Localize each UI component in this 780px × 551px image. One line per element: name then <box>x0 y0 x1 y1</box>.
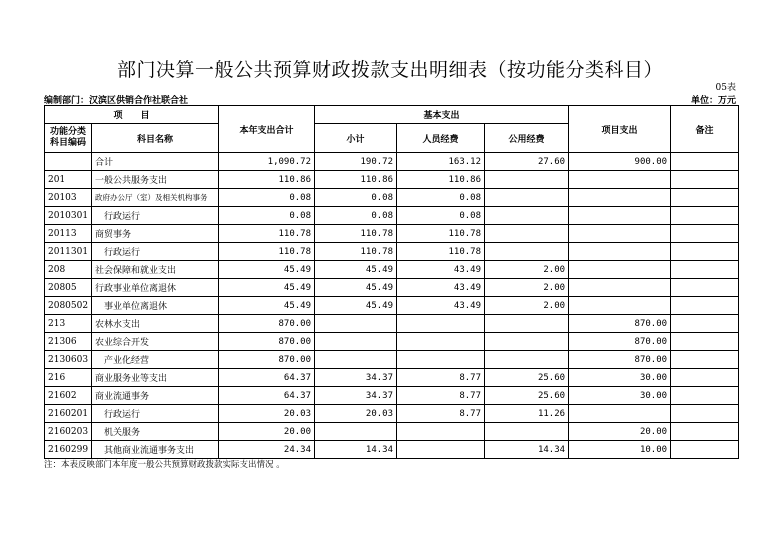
cell-remark <box>671 171 739 189</box>
cell-pers <box>397 441 485 459</box>
cell-total: 20.00 <box>219 423 315 441</box>
cell-name: 农业综合开发 <box>92 333 219 351</box>
cell-pers: 163.12 <box>397 153 485 171</box>
cell-sub: 190.72 <box>315 153 397 171</box>
cell-code: 2160203 <box>45 423 92 441</box>
cell-pub <box>485 207 569 225</box>
cell-total: 0.08 <box>219 189 315 207</box>
cell-remark <box>671 387 739 405</box>
cell-sub: 45.49 <box>315 261 397 279</box>
cell-pub: 25.60 <box>485 387 569 405</box>
cell-pers: 0.08 <box>397 207 485 225</box>
cell-total: 870.00 <box>219 315 315 333</box>
cell-pub: 2.00 <box>485 279 569 297</box>
cell-remark <box>671 261 739 279</box>
cell-name: 政府办公厅（室）及相关机构事务 <box>92 189 219 207</box>
cell-pers <box>397 423 485 441</box>
cell-sub <box>315 333 397 351</box>
cell-total: 20.03 <box>219 405 315 423</box>
cell-remark <box>671 279 739 297</box>
cell-pers: 110.78 <box>397 225 485 243</box>
cell-proj <box>569 171 671 189</box>
cell-sub: 14.34 <box>315 441 397 459</box>
table-row <box>45 297 739 315</box>
table-row <box>45 405 739 423</box>
cell-name: 事业单位离退休 <box>92 297 219 315</box>
cell-pub: 25.60 <box>485 369 569 387</box>
cell-total: 24.34 <box>219 441 315 459</box>
header-name: 科目名称 <box>92 124 219 153</box>
cell-sub: 0.08 <box>315 189 397 207</box>
cell-pers: 43.49 <box>397 297 485 315</box>
cell-pers: 43.49 <box>397 261 485 279</box>
cell-pers <box>397 315 485 333</box>
cell-remark <box>671 333 739 351</box>
header-basic: 基本支出 <box>315 106 569 124</box>
unit-label: 单位：万元 <box>690 96 736 106</box>
cell-name: 社会保障和就业支出 <box>92 261 219 279</box>
table-row <box>45 387 739 405</box>
cell-total: 0.08 <box>219 207 315 225</box>
cell-name: 行政运行 <box>92 243 219 261</box>
cell-name: 产业化经营 <box>92 351 219 369</box>
cell-code: 2080502 <box>45 297 92 315</box>
table-row <box>45 279 739 297</box>
cell-pers <box>397 351 485 369</box>
cell-code: 20103 <box>45 189 92 207</box>
table-row <box>45 243 739 261</box>
cell-remark <box>671 351 739 369</box>
header-subtotal: 小计 <box>315 124 397 153</box>
cell-pub <box>485 333 569 351</box>
cell-total: 110.86 <box>219 171 315 189</box>
cell-pers: 8.77 <box>397 369 485 387</box>
cell-code: 213 <box>45 315 92 333</box>
table-row <box>45 351 739 369</box>
cell-proj <box>569 207 671 225</box>
cell-sub: 110.86 <box>315 171 397 189</box>
department-label: 编制部门：汉滨区供销合作社联合社 <box>44 96 189 106</box>
cell-name: 商贸事务 <box>92 225 219 243</box>
cell-code: 201 <box>45 171 92 189</box>
cell-proj <box>569 405 671 423</box>
cell-name: 一般公共服务支出 <box>92 171 219 189</box>
cell-code: 2130603 <box>45 351 92 369</box>
cell-remark <box>671 243 739 261</box>
cell-remark <box>671 405 739 423</box>
cell-proj <box>569 225 671 243</box>
cell-name: 行政事业单位离退休 <box>92 279 219 297</box>
cell-sub: 45.49 <box>315 279 397 297</box>
cell-proj: 870.00 <box>569 351 671 369</box>
cell-sub: 45.49 <box>315 297 397 315</box>
cell-total: 1,090.72 <box>219 153 315 171</box>
cell-pers: 110.86 <box>397 171 485 189</box>
cell-remark <box>671 315 739 333</box>
table-row <box>45 153 739 171</box>
header-public: 公用经费 <box>485 124 569 153</box>
cell-code: 2010301 <box>45 207 92 225</box>
cell-proj: 20.00 <box>569 423 671 441</box>
cell-total: 870.00 <box>219 333 315 351</box>
cell-code: 21306 <box>45 333 92 351</box>
table-row <box>45 189 739 207</box>
table-row <box>45 207 739 225</box>
table-row <box>45 225 739 243</box>
cell-proj: 870.00 <box>569 333 671 351</box>
page-title: 部门决算一般公共预算财政拨款支出明细表（按功能分类科目） <box>116 59 663 81</box>
cell-pers: 8.77 <box>397 405 485 423</box>
cell-remark <box>671 153 739 171</box>
cell-sub: 34.37 <box>315 387 397 405</box>
cell-code: 2011301 <box>45 243 92 261</box>
cell-sub <box>315 351 397 369</box>
header-remark: 备注 <box>671 106 739 153</box>
cell-pub: 2.00 <box>485 297 569 315</box>
cell-remark <box>671 207 739 225</box>
cell-pub: 2.00 <box>485 261 569 279</box>
cell-sub: 110.78 <box>315 225 397 243</box>
cell-sub: 34.37 <box>315 369 397 387</box>
cell-remark <box>671 189 739 207</box>
cell-pub <box>485 423 569 441</box>
cell-code: 208 <box>45 261 92 279</box>
cell-total: 64.37 <box>219 387 315 405</box>
header-personnel: 人员经费 <box>397 124 485 153</box>
cell-sub <box>315 315 397 333</box>
cell-remark <box>671 441 739 459</box>
cell-name: 合计 <box>92 153 219 171</box>
cell-pers <box>397 333 485 351</box>
cell-total: 870.00 <box>219 351 315 369</box>
cell-name: 其他商业流通事务支出 <box>92 441 219 459</box>
cell-remark <box>671 225 739 243</box>
table-row <box>45 369 739 387</box>
cell-pub: 27.60 <box>485 153 569 171</box>
cell-proj: 30.00 <box>569 369 671 387</box>
cell-proj <box>569 189 671 207</box>
cell-code <box>45 153 92 171</box>
table-row <box>45 333 739 351</box>
cell-pers: 110.78 <box>397 243 485 261</box>
table-row <box>45 315 739 333</box>
cell-proj <box>569 261 671 279</box>
table-row <box>45 171 739 189</box>
cell-pub <box>485 225 569 243</box>
cell-sub: 20.03 <box>315 405 397 423</box>
table-row <box>45 441 739 459</box>
cell-code: 20805 <box>45 279 92 297</box>
expenditure-table <box>44 105 739 459</box>
cell-total: 64.37 <box>219 369 315 387</box>
cell-code: 21602 <box>45 387 92 405</box>
cell-proj <box>569 243 671 261</box>
cell-total: 110.78 <box>219 225 315 243</box>
cell-name: 商业服务业等支出 <box>92 369 219 387</box>
cell-name: 行政运行 <box>92 207 219 225</box>
cell-sub: 0.08 <box>315 207 397 225</box>
cell-pub <box>485 315 569 333</box>
cell-pub: 14.34 <box>485 441 569 459</box>
cell-sub <box>315 423 397 441</box>
cell-pub <box>485 243 569 261</box>
cell-name: 机关服务 <box>92 423 219 441</box>
cell-pub <box>485 171 569 189</box>
cell-code: 216 <box>45 369 92 387</box>
cell-remark <box>671 297 739 315</box>
cell-total: 45.49 <box>219 297 315 315</box>
cell-pub: 11.26 <box>485 405 569 423</box>
cell-code: 20113 <box>45 225 92 243</box>
cell-proj <box>569 279 671 297</box>
cell-name: 商业流通事务 <box>92 387 219 405</box>
table-row <box>45 423 739 441</box>
cell-total: 45.49 <box>219 279 315 297</box>
table-code: 05表 <box>715 83 736 93</box>
cell-remark <box>671 423 739 441</box>
cell-code: 2160201 <box>45 405 92 423</box>
cell-code: 2160299 <box>45 441 92 459</box>
cell-pub <box>485 351 569 369</box>
cell-pers: 8.77 <box>397 387 485 405</box>
cell-name: 农林水支出 <box>92 315 219 333</box>
cell-remark <box>671 369 739 387</box>
cell-pers: 0.08 <box>397 189 485 207</box>
cell-proj: 10.00 <box>569 441 671 459</box>
cell-pub <box>485 189 569 207</box>
cell-total: 45.49 <box>219 261 315 279</box>
cell-pers: 43.49 <box>397 279 485 297</box>
table-row <box>45 261 739 279</box>
cell-proj: 870.00 <box>569 315 671 333</box>
header-item: 项 目 <box>45 106 219 124</box>
header-project: 项目支出 <box>569 106 671 153</box>
cell-proj: 30.00 <box>569 387 671 405</box>
cell-proj: 900.00 <box>569 153 671 171</box>
header-func-code: 功能分类科目编码 <box>45 124 92 153</box>
header-total: 本年支出合计 <box>219 106 315 153</box>
cell-sub: 110.78 <box>315 243 397 261</box>
cell-proj <box>569 297 671 315</box>
cell-total: 110.78 <box>219 243 315 261</box>
footnote: 注：本表反映部门本年度一般公共预算财政拨款实际支出情况 。 <box>44 460 285 470</box>
cell-name: 行政运行 <box>92 405 219 423</box>
